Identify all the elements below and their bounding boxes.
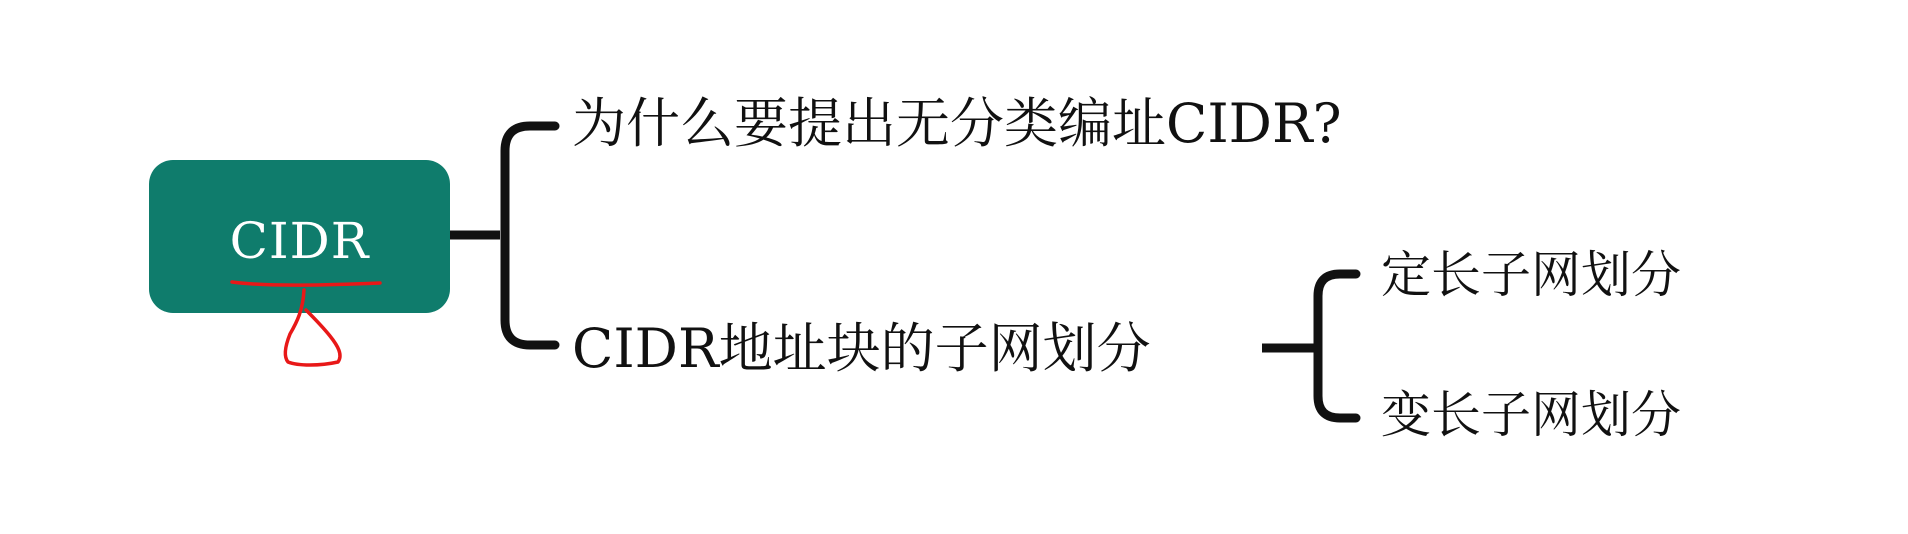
root-node[interactable] xyxy=(149,160,450,313)
subnet-bracket xyxy=(1318,274,1356,418)
leaf-fixed-length-subnetting[interactable]: 定长子网划分 xyxy=(1381,246,1681,304)
branch-why-cidr[interactable]: 为什么要提出无分类编址CIDR? xyxy=(572,92,1342,155)
leaf-variable-length-subnetting[interactable]: 变长子网划分 xyxy=(1381,386,1681,444)
root-bracket xyxy=(505,126,555,345)
root-label: CIDR xyxy=(229,211,370,270)
branch-cidr-block-subnetting[interactable]: CIDR地址块的子网划分 xyxy=(572,317,1151,380)
